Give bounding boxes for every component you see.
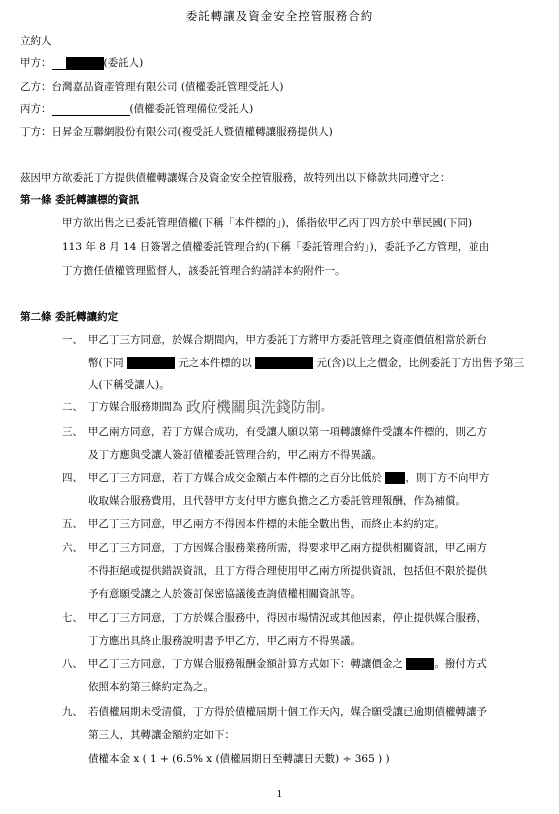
preamble: 茲因甲方欲委託丁方提供債權轉讓媒合及資金安全控管服務，故特列出以下條款共同遵守之： (20, 172, 451, 184)
clause-4-cont: 收取媒合服務費用，且代替甲方支付甲方應負擔之乙方委託管理報酬，作為補償。 (88, 495, 466, 507)
clause-text: 甲乙兩方同意，若丁方媒合成功，有受讓人願以第一項轉讓條件受讓本件標的，則乙方 (88, 426, 487, 438)
clause-1-cont (88, 356, 524, 370)
redaction-block (385, 472, 405, 484)
clause-number: 五、 (62, 518, 83, 530)
clause-text: 。 (320, 401, 332, 413)
clause-text: 若債權屆期未受清償，丁方得於債權屆期十個工作天內，媒合願受讓已逾期債權轉讓予 (88, 706, 487, 718)
clause-8-cont: 依照本約第三條約定為之。 (88, 681, 214, 693)
watermark-text: 政府機關與洗錢防制 (185, 398, 321, 416)
clause-text: 甲乙丁三方同意，丁方因媒合服務業務所需，得要求甲乙兩方提供相關資訊，甲乙兩方 (88, 542, 487, 554)
clause-6-cont: 不得拒絕或提供錯誤資訊，且丁方得合理使用甲乙兩方所提供資訊，包括但不限於提供 (88, 565, 487, 577)
document-title: 委託轉讓及資金安全控管服務合約 (185, 9, 374, 23)
article1-line: 丁方擔任債權管理監督人，該委託管理合約請詳本約附件一。 (62, 265, 346, 277)
clause-text: 。撥付方式 (434, 658, 487, 670)
clause-8 (62, 657, 487, 671)
clause-2 (62, 400, 331, 414)
clause-number: 七、 (62, 612, 83, 624)
article1-line: 甲方欲出售之已委託管理債權(下稱「本件標的」)，係指依甲乙丙丁四方於中華民國(下同) (62, 217, 473, 229)
party-c-prefix: 丙方： (20, 103, 52, 115)
article1-line: 113 年 8 月 14 日簽署之債權委託管理合約(下稱「委託管理合約」)，委託予乙方管理，並由 (62, 241, 490, 253)
clause-number: 九、 (62, 706, 83, 718)
party-d-line: 丁方：日昇金互聯網股份有限公司(複受託人暨債權轉讓服務提供人) (20, 126, 333, 138)
clause-3 (62, 425, 487, 439)
clause-text: ，則丁方不向甲方 (405, 472, 490, 484)
clause-7-cont: 丁方應出具終止服務說明書予甲乙方，甲乙兩方不得異議。 (88, 635, 361, 647)
party-c-suffix: (債權委託管理備位受託人) (129, 103, 254, 115)
party-c-line (20, 102, 253, 116)
clause-number: 三、 (62, 426, 83, 438)
page-number: 1 (276, 790, 283, 800)
clause-9 (62, 705, 487, 719)
clause-9-cont: 第三人，其轉讓金額約定如下： (88, 729, 235, 741)
clause-text: 甲乙丁三方同意，丁方媒合服務報酬金額計算方式如下：轉讓價金之 (88, 658, 407, 670)
clause-number: 八、 (62, 658, 83, 670)
redaction-block (127, 357, 175, 369)
clause-4 (62, 471, 489, 485)
clause-7 (62, 611, 487, 625)
party-c-blank (52, 103, 130, 116)
redaction-block (66, 57, 104, 69)
parties-label: 立約人 (20, 35, 52, 47)
clause-5 (62, 517, 445, 531)
party-a-suffix: (委託人) (103, 57, 144, 69)
article2-heading: 第二條 委託轉讓約定 (20, 311, 119, 323)
party-b-line: 乙方：台灣嘉品資產管理有限公司 (債權委託管理受託人) (20, 81, 284, 93)
transfer-formula: 債權本金 x ( 1 + (6.5% x (債權屆期日至轉讓日天數) ÷ 365 ) ) (88, 753, 390, 765)
clause-number: 六、 (62, 542, 83, 554)
article1-heading: 第一條 委託轉讓標的資訊 (20, 194, 140, 206)
clause-number: 二、 (62, 401, 83, 413)
clause-text: 元之本件標的以 (174, 357, 256, 369)
clause-text: 元(含)以上之價金，比例委託丁方出售予第三 (313, 357, 525, 369)
clause-6 (62, 541, 487, 555)
clause-number: 四、 (62, 472, 83, 484)
clause-1 (62, 333, 487, 347)
clause-text: 甲乙丁三方同意，丁方於媒合服務中，得因市場情況或其他因素，停止提供媒合服務， (88, 612, 487, 624)
clause-text: 幣(下同 (88, 357, 127, 369)
clause-6-cont: 予有意願受讓之人於簽訂保密協議後查詢債權相關資訊等。 (88, 588, 361, 600)
party-a-prefix: 甲方： (20, 57, 52, 69)
clause-3-cont: 及丁方應與受讓人簽訂債權委託管理合約，甲乙兩方不得異議。 (88, 449, 382, 461)
clause-text: 甲乙丁三方同意，甲乙兩方不得因本件標的未能全數出售，而終止本約約定。 (88, 518, 445, 530)
clause-text: 甲乙丁三方同意，若丁方媒合成交金額占本件標的之百分比低於 (88, 472, 386, 484)
clause-text: 甲乙丁三方同意，於媒合期間內，甲方委託丁方將甲方委託管理之資產價值相當於新台 (88, 334, 487, 346)
clause-number: 一、 (62, 334, 83, 346)
redaction-block (255, 357, 313, 369)
clause-1-cont: 人(下稱受讓人)。 (88, 379, 170, 391)
party-a-blank (52, 57, 104, 70)
redaction-block (406, 658, 434, 670)
clause-text: 丁方媒合服務期間為 (88, 401, 186, 413)
party-a-line (20, 56, 143, 70)
